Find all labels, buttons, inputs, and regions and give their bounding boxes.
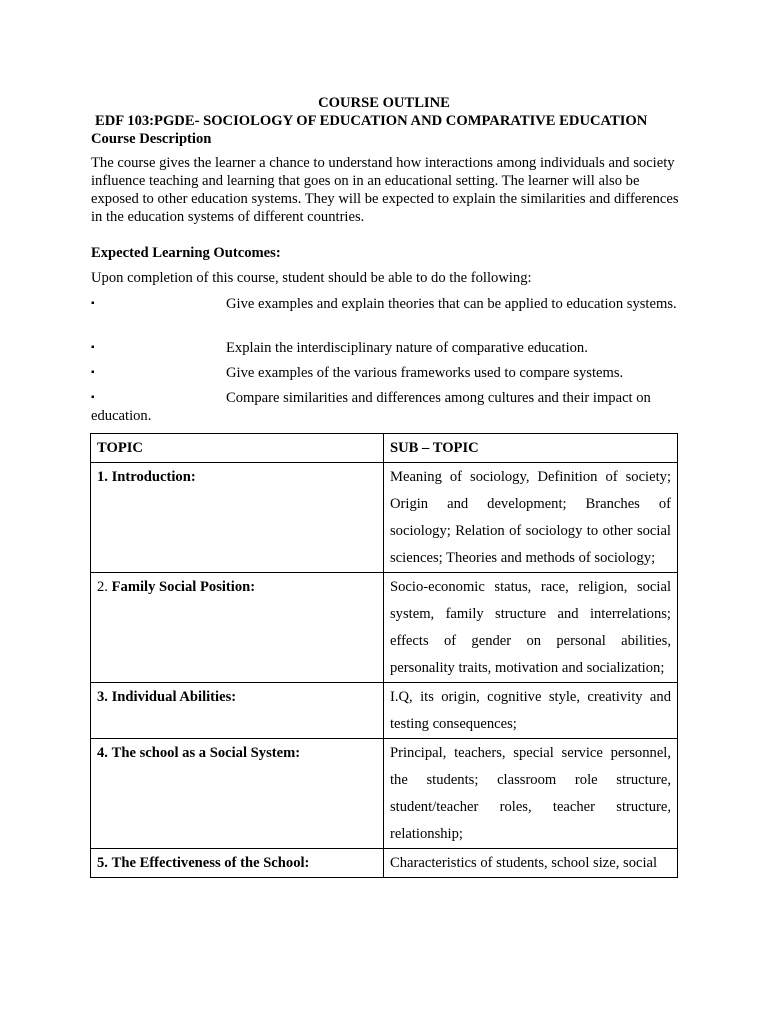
subtopic-cell: Meaning of sociology, Definition of society; Origin and development; Branches of sociology; Relation of sociology to other social sciences; Theories and methods of sociology; [384,463,678,573]
topic-title: Individual Abilities: [111,689,237,705]
topic-number: 3. [97,689,108,705]
outcomes-heading: Expected Learning Outcomes: [91,245,281,261]
topic-number: 1. [97,469,108,485]
outcome-item [91,389,681,425]
table-header-row [91,434,678,463]
outcome-text: Explain the interdisciplinary nature of comparative education. [226,340,588,356]
topic-cell [91,573,384,683]
topic-number: 2. [97,579,108,595]
page-title: COURSE OUTLINE [318,95,450,111]
bullet-icon: ▪ [91,392,95,403]
outcome-item [91,339,681,357]
subtopic-cell: Characteristics of students, school size, social [384,849,678,878]
topic-cell [91,683,384,739]
table-row [91,573,678,683]
outcomes-intro: Upon completion of this course, student should be able to do the following: [91,270,532,286]
topic-cell [91,739,384,849]
bullet-icon: ▪ [91,298,95,309]
table-row [91,683,678,739]
subtopic-cell: I.Q, its origin, cognitive style, creativity and testing consequences; [384,683,678,739]
topics-table [90,433,678,878]
outcome-item [91,295,681,313]
bullet-icon: ▪ [91,367,95,378]
topic-cell [91,849,384,878]
subtopic-cell: Socio-economic status, race, religion, social system, family structure and interrelations; effects of gender on personal abilities, personality traits, motivation and socialization; [384,573,678,683]
header-topic: TOPIC [91,434,384,463]
topic-cell [91,463,384,573]
course-description-heading: Course Description [91,131,212,147]
subtopic-cell: Principal, teachers, special service personnel, the students; classroom role structure, student/teacher roles, teacher structure, relationship; [384,739,678,849]
table-row [91,849,678,878]
topic-title: The school as a Social System: [111,745,301,761]
outcome-text: Compare similarities and differences among cultures and their impact on education. [91,390,651,424]
course-code-title: EDF 103:PGDE- SOCIOLOGY OF EDUCATION AND COMPARATIVE EDUCATION [95,113,648,129]
header-subtopic: SUB – TOPIC [384,434,678,463]
topic-title: The Effectiveness of the School: [111,855,310,871]
topic-number: 4. [97,745,108,761]
outcome-text: Give examples of the various frameworks used to compare systems. [226,365,624,381]
outcome-text: Give examples and explain theories that can be applied to education systems. [226,296,677,312]
topic-number: 5. [97,855,108,871]
table-row [91,463,678,573]
outcome-item [91,364,681,382]
table-row [91,739,678,849]
topic-title: Introduction: [111,469,196,485]
topic-title: Family Social Position: [111,579,256,595]
course-description-text: The course gives the learner a chance to understand how interactions among individuals and society influence teaching and learning that goes on in an educational setting. The learner will also be exposed to other education systems. They will be expected to explain the similarities and differences in the education systems of different countries. [91,155,679,225]
bullet-icon: ▪ [91,342,95,353]
